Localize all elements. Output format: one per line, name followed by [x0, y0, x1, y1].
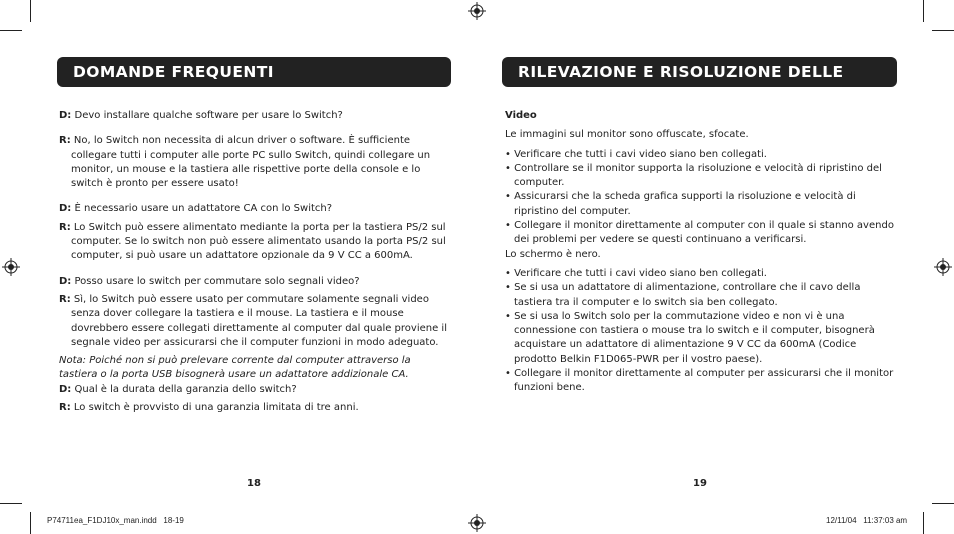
list-item: • Controllare se il monitor supporta la risoluzione e velocità di ripristino del computer.: [505, 162, 882, 189]
date-slug: 12/11/04 11:37:03 am: [826, 516, 908, 525]
faq-item: [59, 275, 449, 289]
troubleshooting-heading: RILEVAZIONE E RISOLUZIONE DELLE ANOMALIE: [502, 57, 897, 87]
page-number: 19: [693, 478, 707, 489]
registration-mark-icon: [934, 258, 952, 276]
problem-text: Lo schermo è nero.: [505, 248, 601, 260]
answer: [59, 293, 449, 350]
list-item: • Verificare che tutti i cavi video siano ben collegati.: [505, 267, 767, 279]
faq-item: [59, 401, 449, 415]
question-text: Qual è la durata della garanzia dello switch?: [74, 383, 297, 395]
crop-mark: [0, 30, 22, 31]
answer-text: Lo switch è provvisto di una garanzia limitata di tre anni.: [73, 402, 359, 414]
list-item: • Assicurarsi che la scheda grafica supporti la risoluzione e velocità di ripristino del computer.: [505, 191, 856, 217]
faq-item: [59, 293, 449, 350]
crop-mark: [932, 30, 954, 31]
answer: [59, 401, 449, 415]
registration-mark-icon: [468, 2, 486, 20]
question: [59, 109, 449, 123]
crop-mark: [923, 0, 924, 22]
answer-text: Sì, lo Switch può essere usato per commutare solamente segnali video senza dover collegare la tastiera e il mouse. La tastiera e il mouse dovrebbero essere collegati direttamente al computer dal quale proviene il segnale video per assicurarsi che il computer funzioni in modo adeguato.: [71, 293, 447, 348]
faq-column: [59, 109, 449, 426]
question: [59, 383, 449, 397]
faq-item: [59, 134, 449, 191]
faq-item: [59, 202, 449, 216]
note-text: Nota: Poiché non si può prelevare corrente dal computer attraverso la tastiera o la porta USB bisognerà usare un adattatore addizionale CA.: [59, 355, 411, 381]
question-text: Devo installare qualche software per usare lo Switch?: [74, 110, 343, 121]
question: [59, 275, 449, 289]
answer-text: Lo Switch può essere alimentato mediante la porta per la tastiera PS/2 sul computer. Se lo switch non può essere alimentato usando la porta PS/2 sul computer, si può usare un adattatore opzionale da 9 V CC a 600mA.: [71, 221, 446, 262]
page-number: 18: [247, 478, 261, 489]
list-item: • Verificare che tutti i cavi video siano ben collegati.: [505, 148, 767, 160]
faq-item: [59, 221, 449, 264]
faq-item: [59, 383, 449, 397]
list-item: • Collegare il monitor direttamente al computer con il quale si stanno avendo dei problemi per vedere se questi continuano a verificarsi.: [505, 220, 894, 246]
answer-label: R:: [59, 293, 71, 305]
section-subheading: Video: [505, 110, 537, 121]
answer-label: R:: [59, 402, 71, 414]
answer-label: R:: [59, 221, 71, 233]
faq-heading: DOMANDE FREQUENTI: [57, 57, 451, 87]
crop-mark: [923, 512, 924, 534]
question-label: D:: [59, 275, 72, 287]
crop-mark: [932, 503, 954, 504]
registration-mark-icon: [468, 514, 486, 532]
crop-mark: [30, 512, 31, 534]
question-label: D:: [59, 110, 72, 121]
question-text: Posso usare lo switch per commutare solo segnali video?: [74, 275, 360, 287]
answer: [59, 221, 449, 264]
question-text: È necessario usare un adattatore CA con lo Switch?: [74, 203, 333, 215]
troubleshooting-column: [505, 109, 897, 396]
faq-item: [59, 109, 449, 123]
answer-label: R:: [59, 135, 71, 147]
problem-text: Le immagini sul monitor sono offuscate, sfocate.: [505, 129, 749, 141]
question-label: D:: [59, 203, 72, 215]
file-slug: P74711ea_F1DJ10x_man.indd 18-19: [47, 516, 184, 525]
list-item: • Se si usa un adattatore di alimentazione, controllare che il cavo della tastiera tra il computer e lo switch sia ben collegato.: [505, 282, 861, 308]
answer: [59, 134, 449, 191]
question: [59, 202, 449, 216]
crop-mark: [30, 0, 31, 22]
list-item: • Collegare il monitor direttamente al computer per assicurarsi che il monitor funzioni bene.: [505, 368, 894, 394]
list-item: • Se si usa lo Switch solo per la commutazione video e non vi è una connessione con tastiera o mouse tra lo switch e il computer, bisognerà acquistare un adattatore di alimentazione 9 V CC da 600mA (Codice prodotto Belkin F1D065-PWR per il vostro paese).: [505, 310, 875, 365]
crop-mark: [0, 503, 22, 504]
registration-mark-icon: [2, 258, 20, 276]
answer-text: No, lo Switch non necessita di alcun driver o software. È sufficiente collegare tutti i computer alle porte PC sullo Switch, quindi collegare un monitor, un mouse e la tastiera alle rispettive porte della console e lo switch è pronto per essere usato!: [71, 135, 431, 190]
question-label: D:: [59, 383, 72, 395]
